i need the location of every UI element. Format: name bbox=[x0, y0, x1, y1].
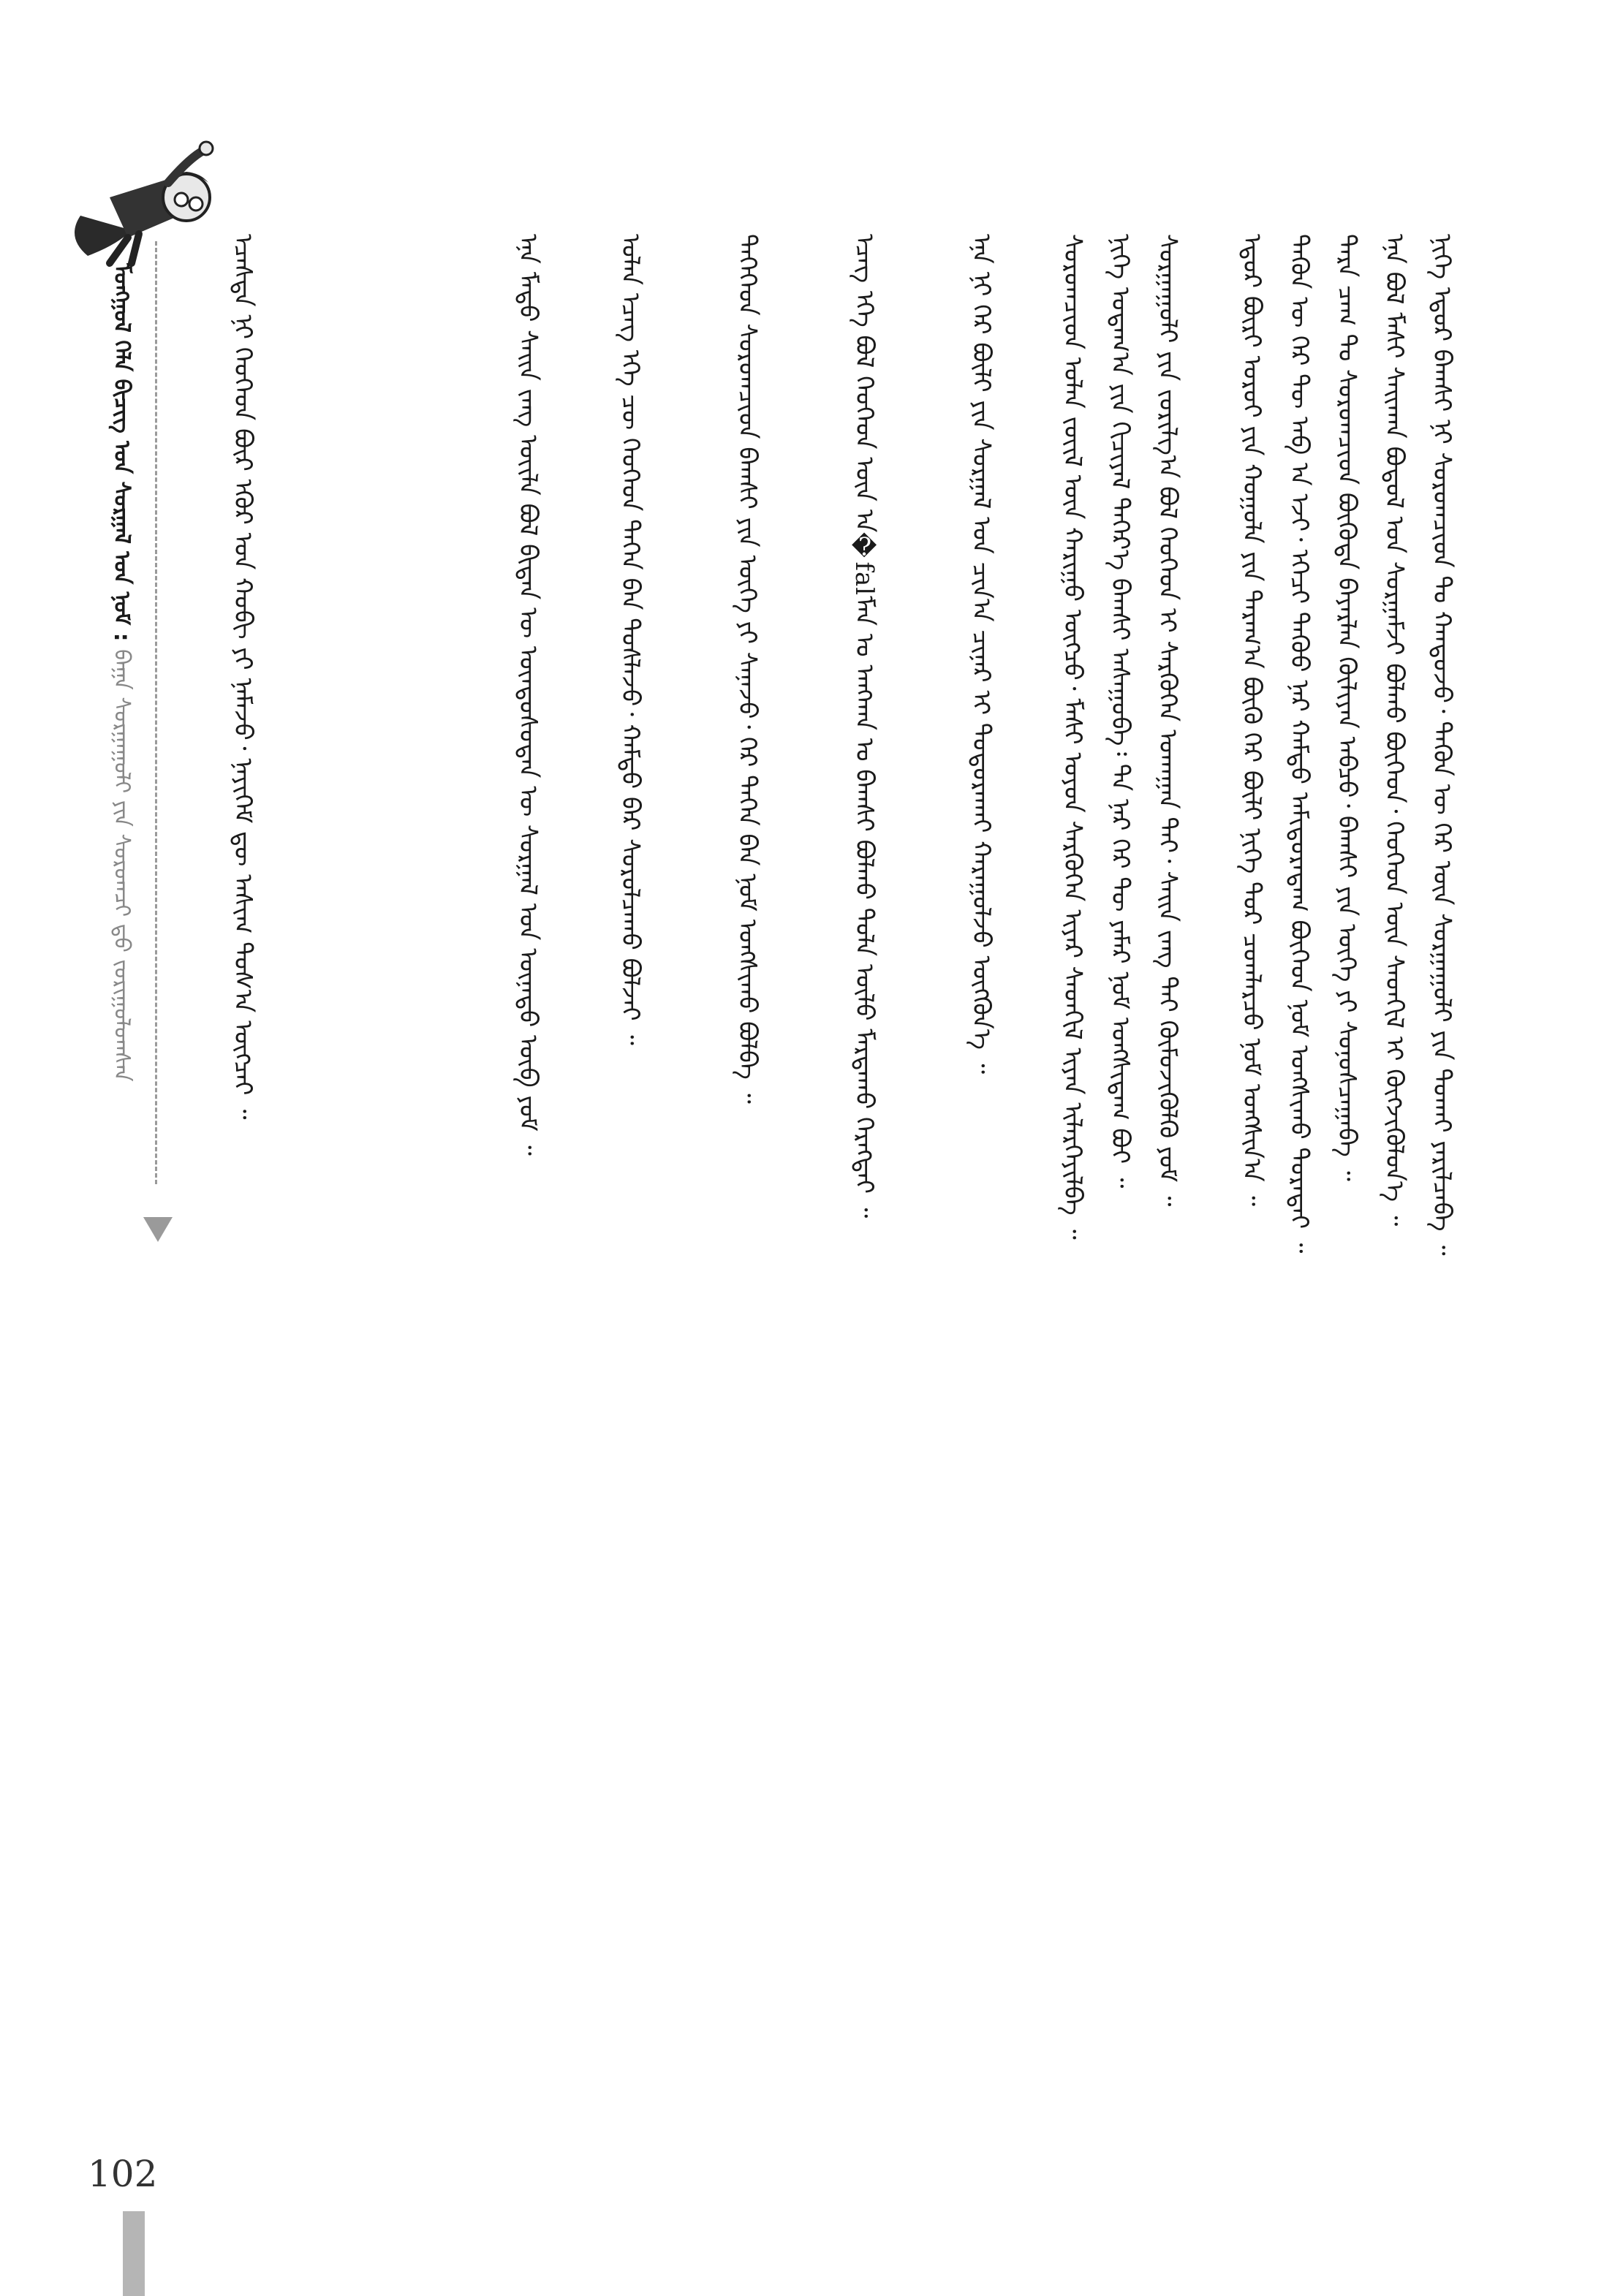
text-column: ᠡᠴᠡᠰᠲᠡ ᠨᠢ ᠬᠡᠦᠬᠡᠳ ᠪᠦᠷ ᠡᠭᠦᠷ ᠤᠨ ᠬᠤᠪᠢ ᠶᠢ ᠨᠡᠮᠡᠵᠦ᠂ ᠨᠡᠶᠢᠭᠡᠮ ᠳᠦ ᠠᠰᠢᠭ ᠲᠤᠰ᠎ᠠ ᠥᠭᠴᠡᠢ ᠃ bbox=[228, 234, 257, 1120]
text-column: ᠡᠨᠡ ᠮᠡᠲᠦ ᠰᠠᠢᠨ ᠵᠠᠩ ᠦᠢᠯᠡ ᠪᠣᠯ ᠪᠢᠳᠡᠨ ᠦ ᠦᠨᠳᠦᠰᠦᠲᠡᠨ ᠦ ᠰᠤᠷᠭᠠᠯ ᠤᠨ ᠦᠨᠡᠲᠦ ᠥᠪ ᠶᠤᠮ ᠃ bbox=[513, 234, 542, 1156]
text-column: ᠡᠴᠡᠭ ᠡᠬᠡ ᠪᠣᠯ ᠬᠡᠦᠬᠡᠳ ᠦᠨ ᠠ�falᠮᠠᠨ ᠤ ᠠᠩᠬᠠᠨ ᠤ ᠪᠠᠭᠰᠢ ᠪᠣᠯᠬᠤ ᠲᠤᠯᠠ ᠦᠯᠦ ᠮᠠᠷᠲᠠᠬᠤ ᠬᠡᠷᠡᠭᠲᠡᠢ ᠃ bbox=[850, 234, 879, 1219]
header-title: ᠮᠣᠩᠭᠣᠯ ᠬᠡᠯᠡ ᠪᠢᠴᠢᠭ᠌ ᠤᠨ ᠰᠤᠷᠭᠠᠯ ᠤᠨ ᠨᠣᠮ : bbox=[109, 263, 135, 642]
text-column: ᠣᠯᠠᠨ ᠡᠴᠡᠭ ᠡᠬᠡ ᠴᠦ ᠬᠡᠦᠬᠡᠳ ᠲᠡᠭᠡᠨ ᠪᠠᠨ ᠲᠤᠰᠯᠠᠵᠤ᠂ ᠬᠠᠮᠲᠤ ᠪᠡᠷ ᠰᠤᠷᠤᠯᠴᠠᠬᠤ ᠪᠣᠯᠵᠠᠢ ᠃ bbox=[616, 234, 645, 1045]
text-column: ᠨᠢᠭᠡ ᠡᠳᠦᠷ ᠪᠠᠭᠰᠢ ᠨᠢ ᠰᠤᠷᠤᠭᠴᠢᠳ ᠲᠤ ᠬᠠᠨᠳᠤᠵᠤ᠂ ᠲᠡᠭᠦᠨ ᠦ ᠭᠡᠷ ᠦᠨ ᠰᠤᠷᠭᠠᠭᠤᠯᠢ ᠶᠢᠨ ᠲᠤᠬᠠᠢ ᠶᠠᠷᠢᠯᠴᠠᠪᠠ ᠃ bbox=[1427, 234, 1456, 1256]
text-column: ᠲᠡᠷᠡ ᠴᠠᠭ ᠲᠤ ᠰᠤᠷᠤᠭᠴᠢᠳ ᠪᠦᠭᠦᠳᠡ ᠪᠠᠶᠠᠷᠯᠠᠨ ᠬᠦᠯᠢᠶᠡᠨ ᠠᠪᠴᠤ᠂ ᠪᠠᠭᠰᠢ ᠶᠢᠨ ᠦᠭᠡ ᠶᠢ ᠰᠣᠨᠤᠰᠴᠠᠭᠠᠪᠠ ᠃ bbox=[1332, 234, 1361, 1181]
text-column: ᠡᠳᠦᠷ ᠪᠦᠷᠢ ᠣᠷᠣᠢ ᠶᠢᠨ ᠬᠣᠭᠣᠯᠠ ᠶᠢᠨ ᠳᠠᠷᠠᠭ᠎ᠠ ᠪᠦᠬᠦ ᠭᠡᠷ ᠪᠥᠯᠢ ᠨᠢᠭᠡ ᠳᠣᠷ ᠴᠤᠭᠯᠠᠷᠴᠤ ᠨᠣᠮ ᠤᠩᠰᠢᠨ᠎ᠠ ᠃ bbox=[1237, 234, 1266, 1206]
reading-boy-mascot-icon bbox=[58, 128, 219, 274]
header-subtitle: ᠪᠠᠭᠠ ᠰᠤᠷᠭᠠᠭᠤᠯᠢ ᠶᠢᠨ ᠰᠤᠷᠤᠭᠴᠢ ᠳ᠋ᠤ ᠵᠣᠷᠢᠭᠤᠯᠤᠭᠰᠠᠨ bbox=[109, 649, 135, 1082]
text-column: ᠡᠨᠡ ᠨᠢ ᠭᠡᠷ ᠪᠦᠯᠢ ᠶᠢᠨ ᠰᠤᠷᠭᠠᠯ ᠤᠨ ᠴᠢᠨ᠎ᠠ ᠴᠢᠨᠠᠷ ᠢ ᠲᠣᠳᠣᠷᠠᠬᠠᠢ ᠬᠠᠷᠠᠭᠤᠯᠵᠤ ᠥᠭᠭᠦᠨ᠎ᠡ ᠃ bbox=[966, 234, 996, 1075]
header-arrow-icon bbox=[143, 1217, 173, 1242]
header-dashed-rule bbox=[155, 241, 157, 1184]
text-column: ᠰᠤᠷᠤᠭᠴᠢᠳ ᠣᠯᠠᠨ ᠵᠦᠢᠯ ᠦᠨ ᠬᠠᠷᠢᠭᠤ ᠥᠭᠴᠦ᠂ ᠮᠠᠰᠢ ᠣᠶᠤᠨ ᠰᠡᠷᠭᠦᠭᠡᠨ ᠢᠶᠡᠷ ᠰᠡᠳᠬᠢᠯ ᠢᠶᠡᠨ ᠢᠯᠡᠷᠬᠡᠶᠢᠯᠪᠡ ᠃ bbox=[1058, 234, 1087, 1240]
text-column: ᠲᠡᠭᠦᠨ ᠦ ᠭᠡᠷ ᠲᠦ ᠠᠪ ᠠ ᠡᠵᠢ᠂ ᠡᠭᠡᠴᠢ ᠳᠡᠭᠦᠦ ᠨᠠᠷ ᠬᠠᠮᠲᠤ ᠠᠮᠢᠳᠤᠷᠠᠳᠠᠭ ᠪᠥᠭᠡᠳ ᠨᠣᠮ ᠤᠩᠰᠢᠬᠤ ᠳᠤᠷᠠᠲᠠᠢ ᠃ bbox=[1285, 234, 1314, 1254]
text-column: ᠨᠢᠭᠡ ᠤᠳᠠᠭ᠎ᠠ ᠶᠢᠨ ᠬᠢᠴᠢᠶᠡᠯ ᠳᠡᠭᠡᠷ᠎ᠡ ᠪᠠᠭᠰᠢ ᠠᠰᠠᠭᠤᠪᠠ᠄ ᠲᠠ ᠨᠠᠷ ᠭᠡᠷ ᠲᠦ ᠶᠠᠮᠠᠷ ᠨᠣᠮ ᠤᠩᠰᠢᠳᠠᠭ ᠪᠤᠢ ᠃ bbox=[1105, 234, 1135, 1189]
text-column: ᠡᠨᠡ ᠪᠣᠯ ᠮᠠᠰᠢ ᠰᠠᠢᠬᠠᠨ ᠪᠣᠳᠣᠯ ᠤᠨ ᠰᠤᠷᠭᠠᠮᠵᠢ ᠪᠣᠯᠬᠤ ᠪᠥᠭᠡᠳ᠂ ᠬᠡᠦᠬᠡᠳ ᠦᠨ ᠰᠡᠳᠬᠢᠯ ᠢ ᠬᠥᠭᠵᠢᠭᠦᠯᠦᠨ᠎ᠡ ᠃ bbox=[1380, 234, 1409, 1227]
page-number: 102 bbox=[88, 2153, 158, 2195]
text-column: ᠲᠡᠭᠡᠭᠡᠳ ᠰᠤᠷᠤᠭᠴᠢᠳ ᠪᠠᠭᠰᠢ ᠶᠢᠨ ᠦᠭᠡ ᠶᠢ ᠰᠠᠨᠠᠵᠤ᠂ ᠭᠡᠷ ᠲᠡᠭᠡᠨ ᠪᠠᠨ ᠨᠣᠮ ᠤᠩᠰᠢᠬᠤ ᠪᠣᠯᠪᠠ ᠃ bbox=[733, 234, 762, 1104]
body-text bbox=[219, 234, 1462, 2047]
side-tab-marker bbox=[123, 2211, 145, 2296]
text-column: ᠰᠤᠷᠭᠠᠭᠤᠯᠢ ᠶᠢᠨ ᠵᠣᠷᠢᠯᠭ᠎ᠠ ᠪᠣᠯ ᠬᠡᠦᠬᠡᠳ ᠢ ᠰᠡᠷᠭᠦᠭᠡᠨ ᠤᠬᠠᠭᠠᠨ ᠲᠠᠢ᠂ ᠰᠠᠢᠨ ᠵᠠᠩ ᠲᠠᠢ ᠬᠦᠮᠦᠵᠢᠭᠦᠯᠬᠦ ᠶᠤᠮ ᠃ bbox=[1153, 234, 1182, 1207]
running-header bbox=[102, 263, 139, 1177]
